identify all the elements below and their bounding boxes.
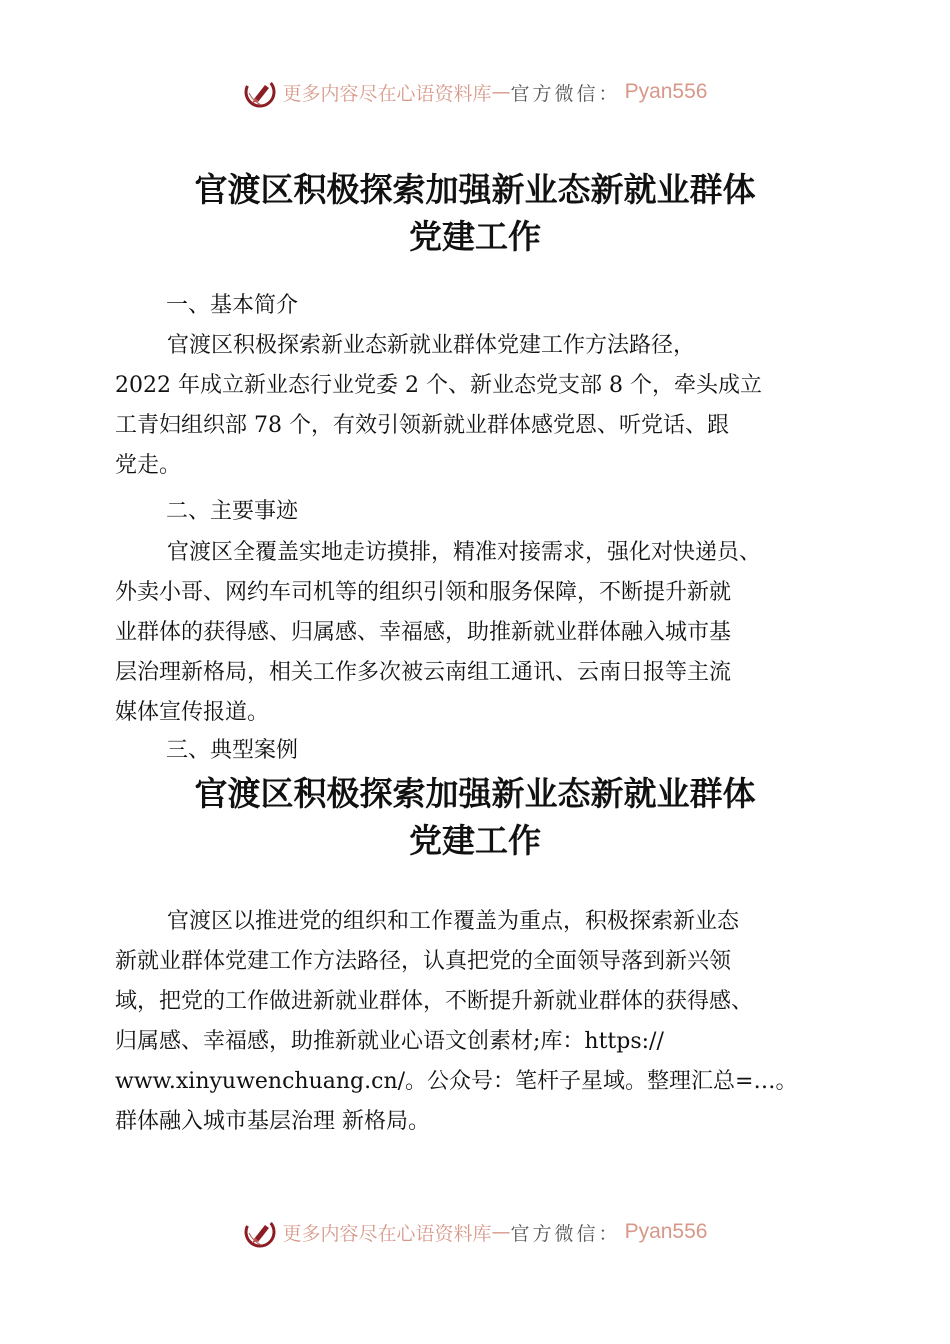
watermark-wechat-id: Pyan556 [624, 80, 708, 103]
section-2-body [115, 533, 845, 733]
title-line-2: 党建工作 [409, 217, 541, 256]
paragraph-line: www.xinyuwenchuang.cn/。公众号：笔杆子星域。整理汇总=…。 [115, 1069, 798, 1094]
quill-pen-logo-icon [243, 75, 277, 109]
watermark-official-label: 官方微信： [510, 1222, 621, 1245]
watermark-main-text: 更多内容尽在心语资料库 [282, 82, 492, 105]
case-title-line-2: 党建工作 [409, 821, 541, 860]
section-heading-main-deeds: 二、主要事迹 [166, 499, 299, 524]
paragraph-line: 党走。 [115, 453, 182, 478]
paragraph-line: 新就业群体党建工作方法路径，认真把党的全面领导落到新兴领 [115, 949, 732, 974]
watermark-dash: — [491, 81, 511, 103]
paragraph-line: 工青妇组织部 78 个，有效引领新就业群体感党恩、听党话、跟 [115, 413, 729, 438]
section-heading-basic-intro: 一、基本简介 [166, 293, 299, 318]
case-body [115, 902, 845, 1142]
case-title [0, 770, 950, 864]
section-1-body [115, 326, 845, 486]
watermark-official-label: 官方微信： [510, 82, 621, 105]
paragraph-line: 业群体的获得感、归属感、幸福感，助推新就业群体融入城市基 [115, 620, 732, 645]
paragraph-line: 媒体宣传报道。 [115, 700, 270, 725]
watermark-footer [0, 1212, 950, 1252]
paragraph-line: 官渡区积极探索新业态新就业群体党建工作方法路径， [167, 333, 696, 358]
paragraph-line: 群体融入城市基层治理 新格局。 [115, 1109, 430, 1134]
case-title-line-1: 官渡区积极探索加强新业态新就业群体 [194, 774, 756, 813]
paragraph-line: 归属感、幸福感，助推新就业心语文创素材;库：https:// [115, 1029, 664, 1054]
title-line-1: 官渡区积极探索加强新业态新就业群体 [194, 170, 756, 209]
paragraph-line: 域，把党的工作做进新就业群体，不断提升新就业群体的获得感、 [115, 989, 754, 1014]
paragraph-line: 官渡区以推进党的组织和工作覆盖为重点，积极探索新业态 [167, 909, 740, 934]
quill-pen-logo-icon [243, 1215, 277, 1249]
document-title [0, 166, 950, 260]
watermark-wechat-id: Pyan556 [624, 1220, 708, 1243]
paragraph-line: 官渡区全覆盖实地走访摸排，精准对接需求，强化对快递员、 [167, 540, 762, 565]
paragraph-line: 外卖小哥、网约车司机等的组织引领和服务保障，不断提升新就 [115, 580, 732, 605]
paragraph-line: 层治理新格局，相关工作多次被云南组工通讯、云南日报等主流 [115, 660, 732, 685]
watermark-header [0, 72, 950, 112]
watermark-dash: — [491, 1221, 511, 1243]
paragraph-line: 2022 年成立新业态行业党委 2 个、新业态党支部 8 个，牵头成立 [115, 373, 762, 398]
watermark-main-text: 更多内容尽在心语资料库 [282, 1222, 492, 1245]
section-heading-typical-cases: 三、典型案例 [166, 738, 299, 763]
